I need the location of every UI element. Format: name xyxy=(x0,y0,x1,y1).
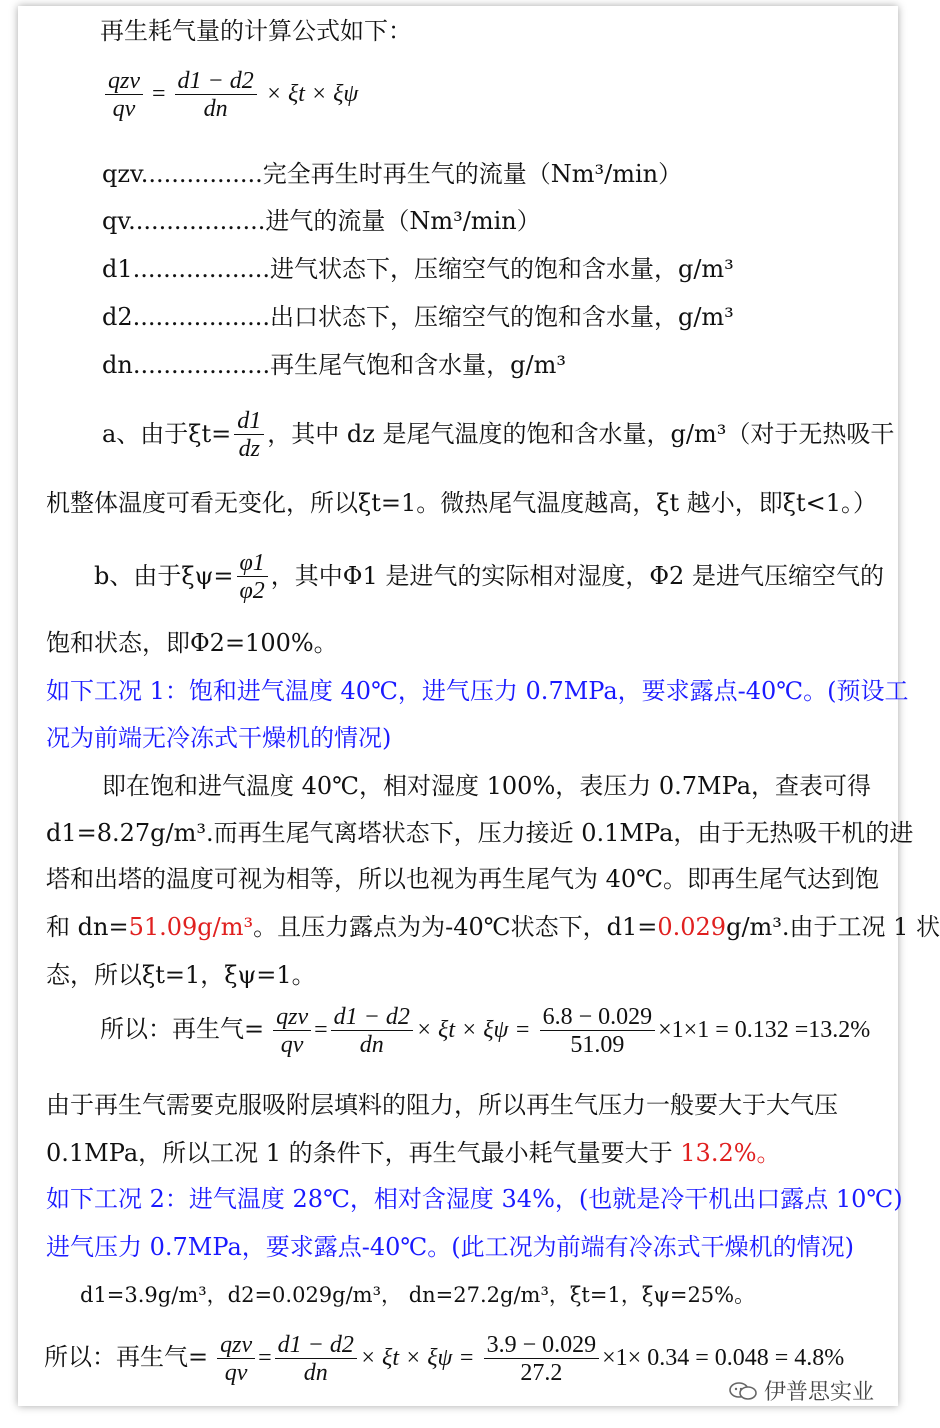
intro-text: 再生耗气量的计算公式如下： xyxy=(100,17,412,45)
definition-d2: d2..................出口状态下，压缩空气的饱和含水量，g/m³ xyxy=(102,303,734,331)
case1-title-line1: 如下工况 1：饱和进气温度 40℃，进气压力 0.7MPa，要求露点-40℃。(预设工 xyxy=(46,677,909,705)
paragraph-b-line1: b、由于ξψ= $\frac{\varphi 1}{\varphi 2}$ ，其中Φ1 是进气的实际相对湿度，Φ2 是进气压缩空气的 xyxy=(94,550,884,604)
case1-paragraph-line2: d1=8.27g/m³.而再生尾气离塔状态下，压力接近 0.1MPa，由于无热吸干机的进 xyxy=(46,819,914,847)
main-formula: $\frac{\text{qzv}}{qv}$ = $\frac{d1 - d2}{dn}$ × ξt × ξψ xyxy=(102,68,358,123)
paragraph-b-line2: 饱和状态，即Φ2=100%。 xyxy=(46,629,338,657)
definition-dn: dn..................再生尾气饱和含水量，g/m³ xyxy=(102,351,566,379)
watermark-text: 伊普思实业 xyxy=(763,1380,874,1405)
definition-d1: d1..................进气状态下，压缩空气的饱和含水量，g/m³ xyxy=(102,255,734,283)
case1-calculation: 所以：再生气= $\frac{\text{qzv}}{qv}$ = $\frac{d1 - d2}{dn}$ × ξt × ξψ = $\frac{6.8 - 0.029}{51.09}$ ×1×1 = 0.132 =13.2% xyxy=(100,1004,871,1058)
document-card xyxy=(18,6,940,1406)
case1-paragraph-line3: 塔和出塔的温度可视为相等，所以也视为再生尾气为 40℃。即再生尾气达到饱 xyxy=(46,865,880,893)
resistance-line2: 0.1MPa，所以工况 1 的条件下，再生气最小耗气量要大于 13.2%。 xyxy=(46,1139,781,1167)
definition-qzv: qzv................完全再生时再生气的流量（Nm³/min） xyxy=(102,160,683,188)
case2-title-line1: 如下工况 2：进气温度 28℃，相对含湿度 34%，(也就是冷干机出口露点 10℃) xyxy=(46,1185,903,1213)
definition-qv: qv..................进气的流量（Nm³/min） xyxy=(102,207,541,235)
d1-value: 0.029 xyxy=(657,913,727,941)
min-consumption-value: 13.2%。 xyxy=(680,1139,781,1167)
case1-paragraph-line1: 即在饱和进气温度 40℃，相对湿度 100%，表压力 0.7MPa，查表可得 xyxy=(102,772,872,800)
paragraph-a-line1: a、由于ξt= $\frac{d1}{dz}$ ，其中 dz 是尾气温度的饱和含水量，g/m³（对于无热吸干 xyxy=(102,408,895,462)
dn-value: 51.09g/m³ xyxy=(128,913,254,941)
watermark xyxy=(728,1375,874,1406)
case2-values: d1=3.9g/m³，d2=0.029g/m³， dn=27.2g/m³，ξt=1，ξψ=25%。 xyxy=(80,1283,756,1307)
paragraph-a-line2: 机整体温度可看无变化，所以ξt=1。微热尾气温度越高，ξt 越小，即ξt<1。） xyxy=(46,489,877,517)
case2-title-line2: 进气压力 0.7MPa，要求露点-40℃。(此工况为前端有冷冻式干燥机的情况) xyxy=(46,1233,854,1261)
wechat-icon xyxy=(728,1380,758,1402)
case1-title-line2: 况为前端无冷冻式干燥机的情况) xyxy=(46,724,392,752)
resistance-line1: 由于再生气需要克服吸附层填料的阻力，所以再生气压力一般要大于大气压 xyxy=(46,1091,838,1119)
case1-paragraph-line4: 和 dn=51.09g/m³。且压力露点为为-40℃状态下，d1=0.029g/m³.由于工况 1 状 xyxy=(46,913,940,941)
case1-paragraph-line5: 态，所以ξt=1，ξψ=1。 xyxy=(46,961,316,989)
case2-calculation: 所以：再生气= $\frac{\text{qzv}}{qv}$ = $\frac{d1 - d2}{dn}$ × ξt × ξψ = $\frac{3.9 - 0.029}{27.2}$ ×1× 0.34 = 0.048 = 4.8% xyxy=(44,1332,845,1386)
